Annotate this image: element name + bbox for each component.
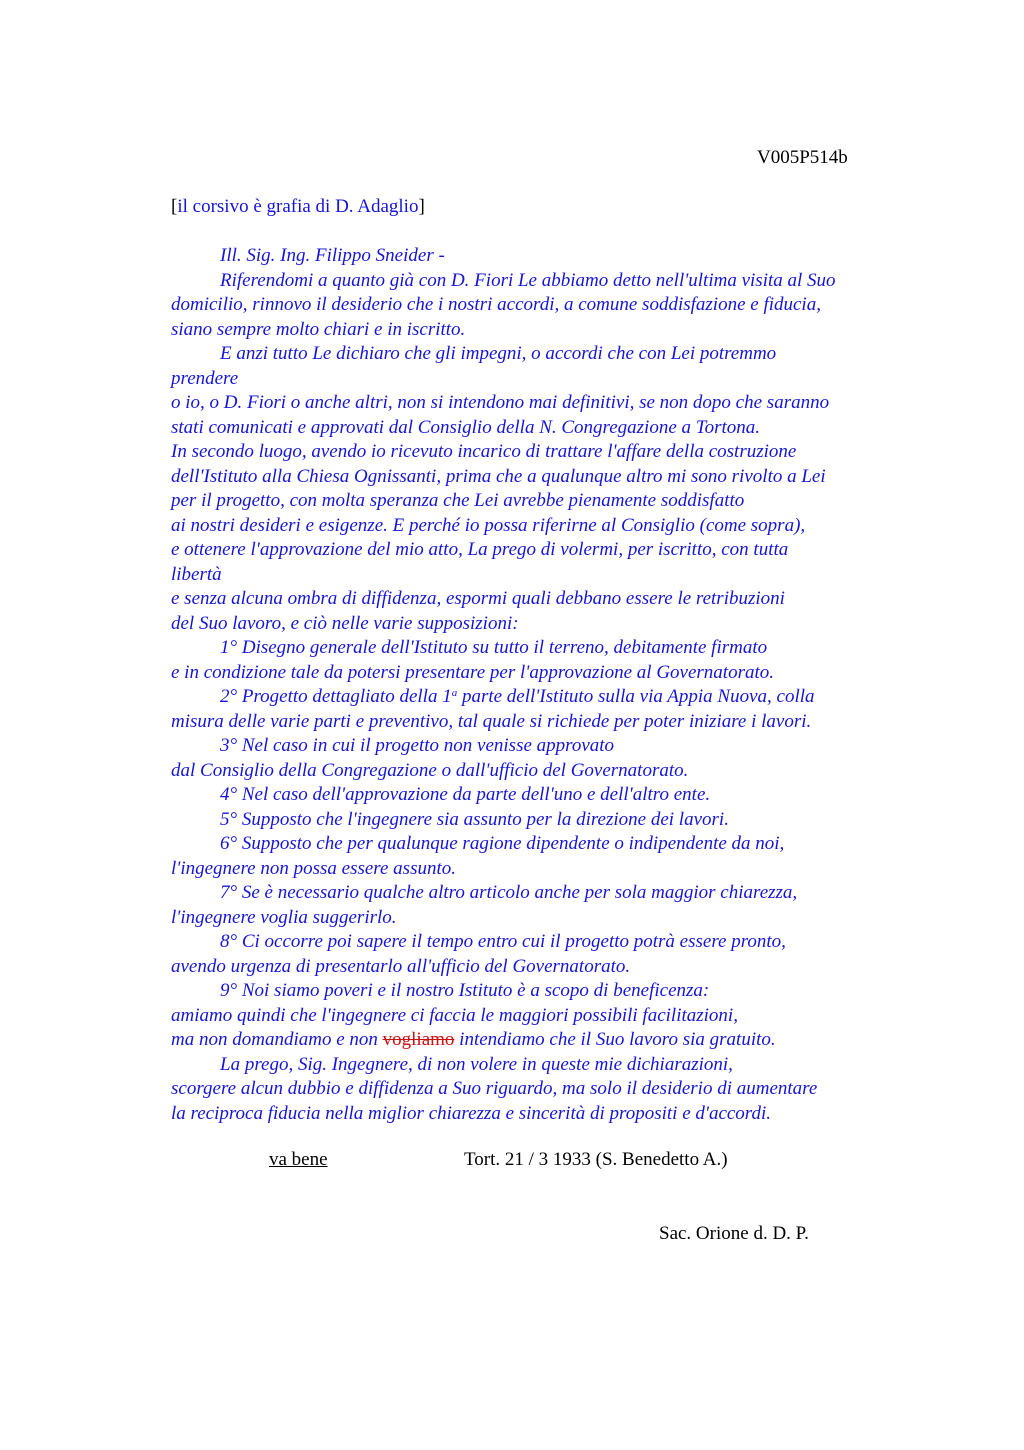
salutation: Ill. Sig. Ing. Filippo Sneider - (220, 245, 445, 266)
item-2-end: parte dell'Istituto sulla via Appia Nuova, colla (457, 686, 815, 707)
letter-line: siano sempre molto chiari e in iscritto. (171, 318, 466, 340)
approval-note: va bene (269, 1149, 328, 1170)
item-2-start: 2° Progetto dettagliato della 1 (220, 686, 452, 707)
letter-line-item-6: 6° Supposto che per qualunque ragione dipendente o indipendente da noi, (220, 833, 785, 854)
letter-line: misura delle varie parti e preventivo, tal quale si richiede per poter iniziare i lavori. (171, 710, 812, 732)
letter-line-item-4: 4° Nel caso dell'approvazione da parte dell'uno e dell'altro ente. (220, 784, 711, 805)
letter-line: Riferendomi a quanto già con D. Fiori Le abbiamo detto nell'ultima visita al Suo (220, 269, 836, 291)
letter-line-item-5: 5° Supposto che l'ingegnere sia assunto per la direzione dei lavori. (220, 808, 729, 830)
note-open-bracket: [ (171, 196, 178, 217)
letter-line-item-2 (171, 685, 911, 710)
letter-line: prendere (171, 367, 239, 389)
letter-line: dal Consiglio della Congregazione o dall'ufficio del Governatorato. (171, 759, 689, 781)
letter-line: o io, o D. Fiori o anche altri, non si intendono mai definitivi, se non dopo che saranno (171, 392, 830, 413)
letter-line: scorgere alcun dubbio e diffidenza a Suo riguardo, ma solo il desiderio di aumentare (171, 1078, 818, 1099)
note-close-bracket: ] (418, 196, 425, 217)
editorial-note (171, 196, 425, 218)
letter-line: E anzi tutto Le dichiaro che gli impegni, o accordi che con Lei potremmo (220, 343, 777, 364)
letter-line: l'ingegnere voglia suggerirlo. (171, 906, 397, 928)
note-text: il corsivo è grafia di D. Adaglio (177, 196, 419, 217)
letter-line: l'ingegnere non possa essere assunto. (171, 857, 456, 879)
letter-line: avendo urgenza di presentarlo all'ufficio del Governatorato. (171, 955, 631, 977)
letter-line: e ottenere l'approvazione del mio atto, La prego di volermi, per iscritto, con tutta (171, 539, 789, 560)
letter-line: per il progetto, con molta speranza che Lei avrebbe pienamente soddisfatto (171, 490, 745, 511)
letter-line: domicilio, rinnovo il desiderio che i nostri accordi, a comune soddisfazione e fiducia, (171, 294, 821, 315)
letter-line: del Suo lavoro, e ciò nelle varie supposizioni: (171, 612, 519, 634)
letter-line: ai nostri desideri e esigenze. E perché io possa riferirne al Consiglio (come sopra), (171, 514, 806, 536)
correction-after: intendiamo che il Suo lavoro sia gratuito. (454, 1029, 776, 1050)
letter-line: stati comunicati e approvati dal Consiglio della N. Congregazione a Tortona. (171, 416, 761, 438)
letter-line-item-8: 8° Ci occorre poi sapere il tempo entro cui il progetto potrà essere pronto, (220, 931, 786, 952)
letter-line: dell'Istituto alla Chiesa Ognissanti, prima che a qualunque altro mi sono rivolto a Lei (171, 465, 826, 487)
letter-line-item-9: 9° Noi siamo poveri e il nostro Istituto è a scopo di beneficenza: (220, 980, 710, 1001)
letter-line-with-correction (171, 1028, 911, 1053)
letter-line-item-7: 7° Se è necessario qualche altro articolo anche per sola maggior chiarezza, (220, 882, 798, 903)
letter-body (171, 244, 911, 1126)
superscript-a: a (451, 687, 458, 699)
letter-line: la reciproca fiducia nella miglior chiarezza e sincerità di propositi e d'accordi. (171, 1102, 772, 1124)
document-id: V005P514b (757, 147, 848, 168)
letter-line-item-1: 1° Disegno generale dell'Istituto su tutto il terreno, debitamente firmato (220, 637, 768, 658)
date-line: Tort. 21 / 3 1933 (S. Benedetto A.) (464, 1149, 728, 1170)
struck-word: vogliamo (382, 1029, 455, 1050)
letter-line: libertà (171, 563, 222, 585)
letter-line: e senza alcuna ombra di diffidenza, espormi quali debbano essere le retribuzioni (171, 588, 785, 609)
correction-before: ma non domandiamo e non (171, 1029, 383, 1050)
letter-line: In secondo luogo, avendo io ricevuto incarico di trattare l'affare della costruzione (171, 441, 797, 462)
letter-line: La prego, Sig. Ingegnere, di non volere in queste mie dichiarazioni, (220, 1053, 733, 1075)
letter-line: amiamo quindi che l'ingegnere ci faccia le maggiori possibili facilitazioni, (171, 1004, 738, 1026)
letter-line-item-3: 3° Nel caso in cui il progetto non venisse approvato (220, 735, 615, 756)
letter-line: e in condizione tale da potersi presentare per l'approvazione al Governatorato. (171, 661, 775, 683)
signature: Sac. Orione d. D. P. (659, 1223, 809, 1244)
